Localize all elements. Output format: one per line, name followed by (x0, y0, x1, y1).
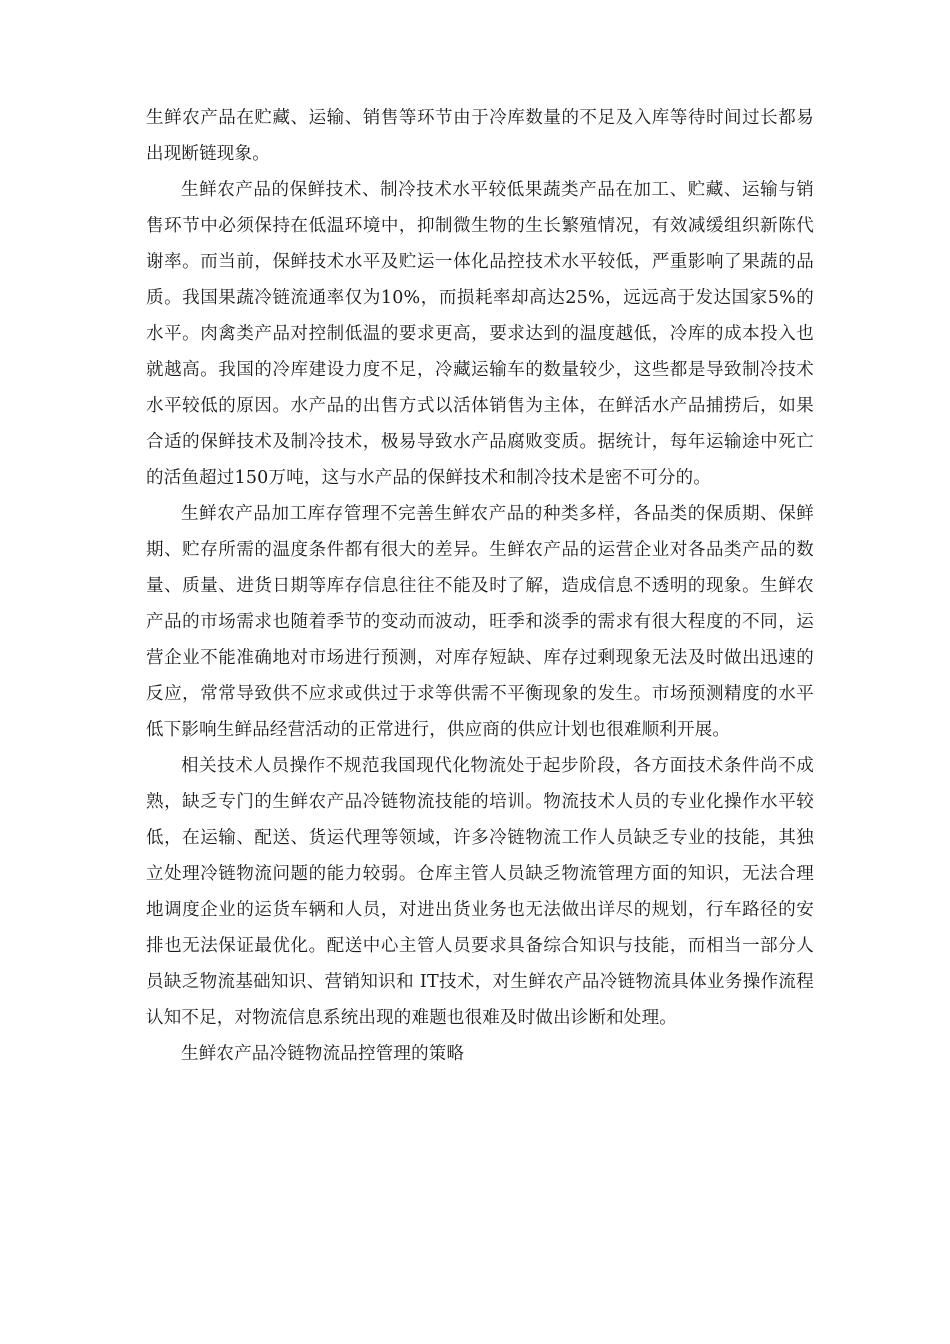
paragraph-inventory-management: 生鲜农产品加工库存管理不完善生鲜农产品的种类多样，各品类的保质期、保鲜期、贮存所需的温度条件都有很大的差异。生鲜农产品的运营企业对各品类产品的数量、质量、进货日期等库存信息往往不能及时了解，造成信息不透明的现象。生鲜农产品的市场需求也随着季节的变动而波动，旺季和淡季的需求有很大程度的不同，运营企业不能准确地对市场进行预测，对库存短缺、库存过剩现象无法及时做出迅速的反应，常常导致供不应求或供过于求等供需不平衡现象的发生。市场预测精度的水平低下影响生鲜品经营活动的正常进行，供应商的供应计划也很难顺利开展。 (146, 504, 814, 740)
paragraph-cold-storage-shortage: 生鲜农产品在贮藏、运输、销售等环节由于冷库数量的不足及入库等待时间过长都易出现断链现象。 (146, 108, 814, 164)
paragraph-preservation-technology: 生鲜农产品的保鲜技术、制冷技术水平较低果蔬类产品在加工、贮藏、运输与销售环节中必须保持在低温环境中，抑制微生物的生长繁殖情况，有效减缓组织新陈代谢率。而当前，保鲜技术水平及贮运一体化品控技术水平较低，严重影响了果蔬的品质。我国果蔬冷链流通率仅为10%，而损耗率却高达25%，远远高于发达国家5%的水平。肉禽类产品对控制低温的要求更高，要求达到的温度越低，冷库的成本投入也就越高。我国的冷库建设力度不足，冷藏运输车的数量较少，这些都是导致制冷技术水平较低的原因。水产品的出售方式以活体销售为主体，在鲜活水产品捕捞后，如果合适的保鲜技术及制冷技术，极易导致水产品腐败变质。据统计，每年运输途中死亡的活鱼超过150万吨，这与水产品的保鲜技术和制冷技术是密不可分的。 (146, 180, 814, 488)
document-body (146, 100, 814, 1072)
section-heading-strategy: 生鲜农产品冷链物流品控管理的策略 (181, 1044, 465, 1064)
paragraph-staff-operation: 相关技术人员操作不规范我国现代化物流处于起步阶段，各方面技术条件尚不成熟，缺乏专门的生鲜农产品冷链物流技能的培训。物流技术人员的专业化操作水平较低，在运输、配送、货运代理等领域，许多冷链物流工作人员缺乏专业的技能，其独立处理冷链物流问题的能力较弱。仓库主管人员缺乏物流管理方面的知识，无法合理地调度企业的运货车辆和人员，对进出货业务也无法做出详尽的规划，行车路径的安排也无法保证最优化。配送中心主管人员要求具备综合知识与技能，而相当一部分人员缺乏物流基础知识、营销知识和 IT技术，对生鲜农产品冷链物流具体业务操作流程认知不足，对物流信息系统出现的难题也很难及时做出诊断和处理。 (146, 756, 814, 1028)
